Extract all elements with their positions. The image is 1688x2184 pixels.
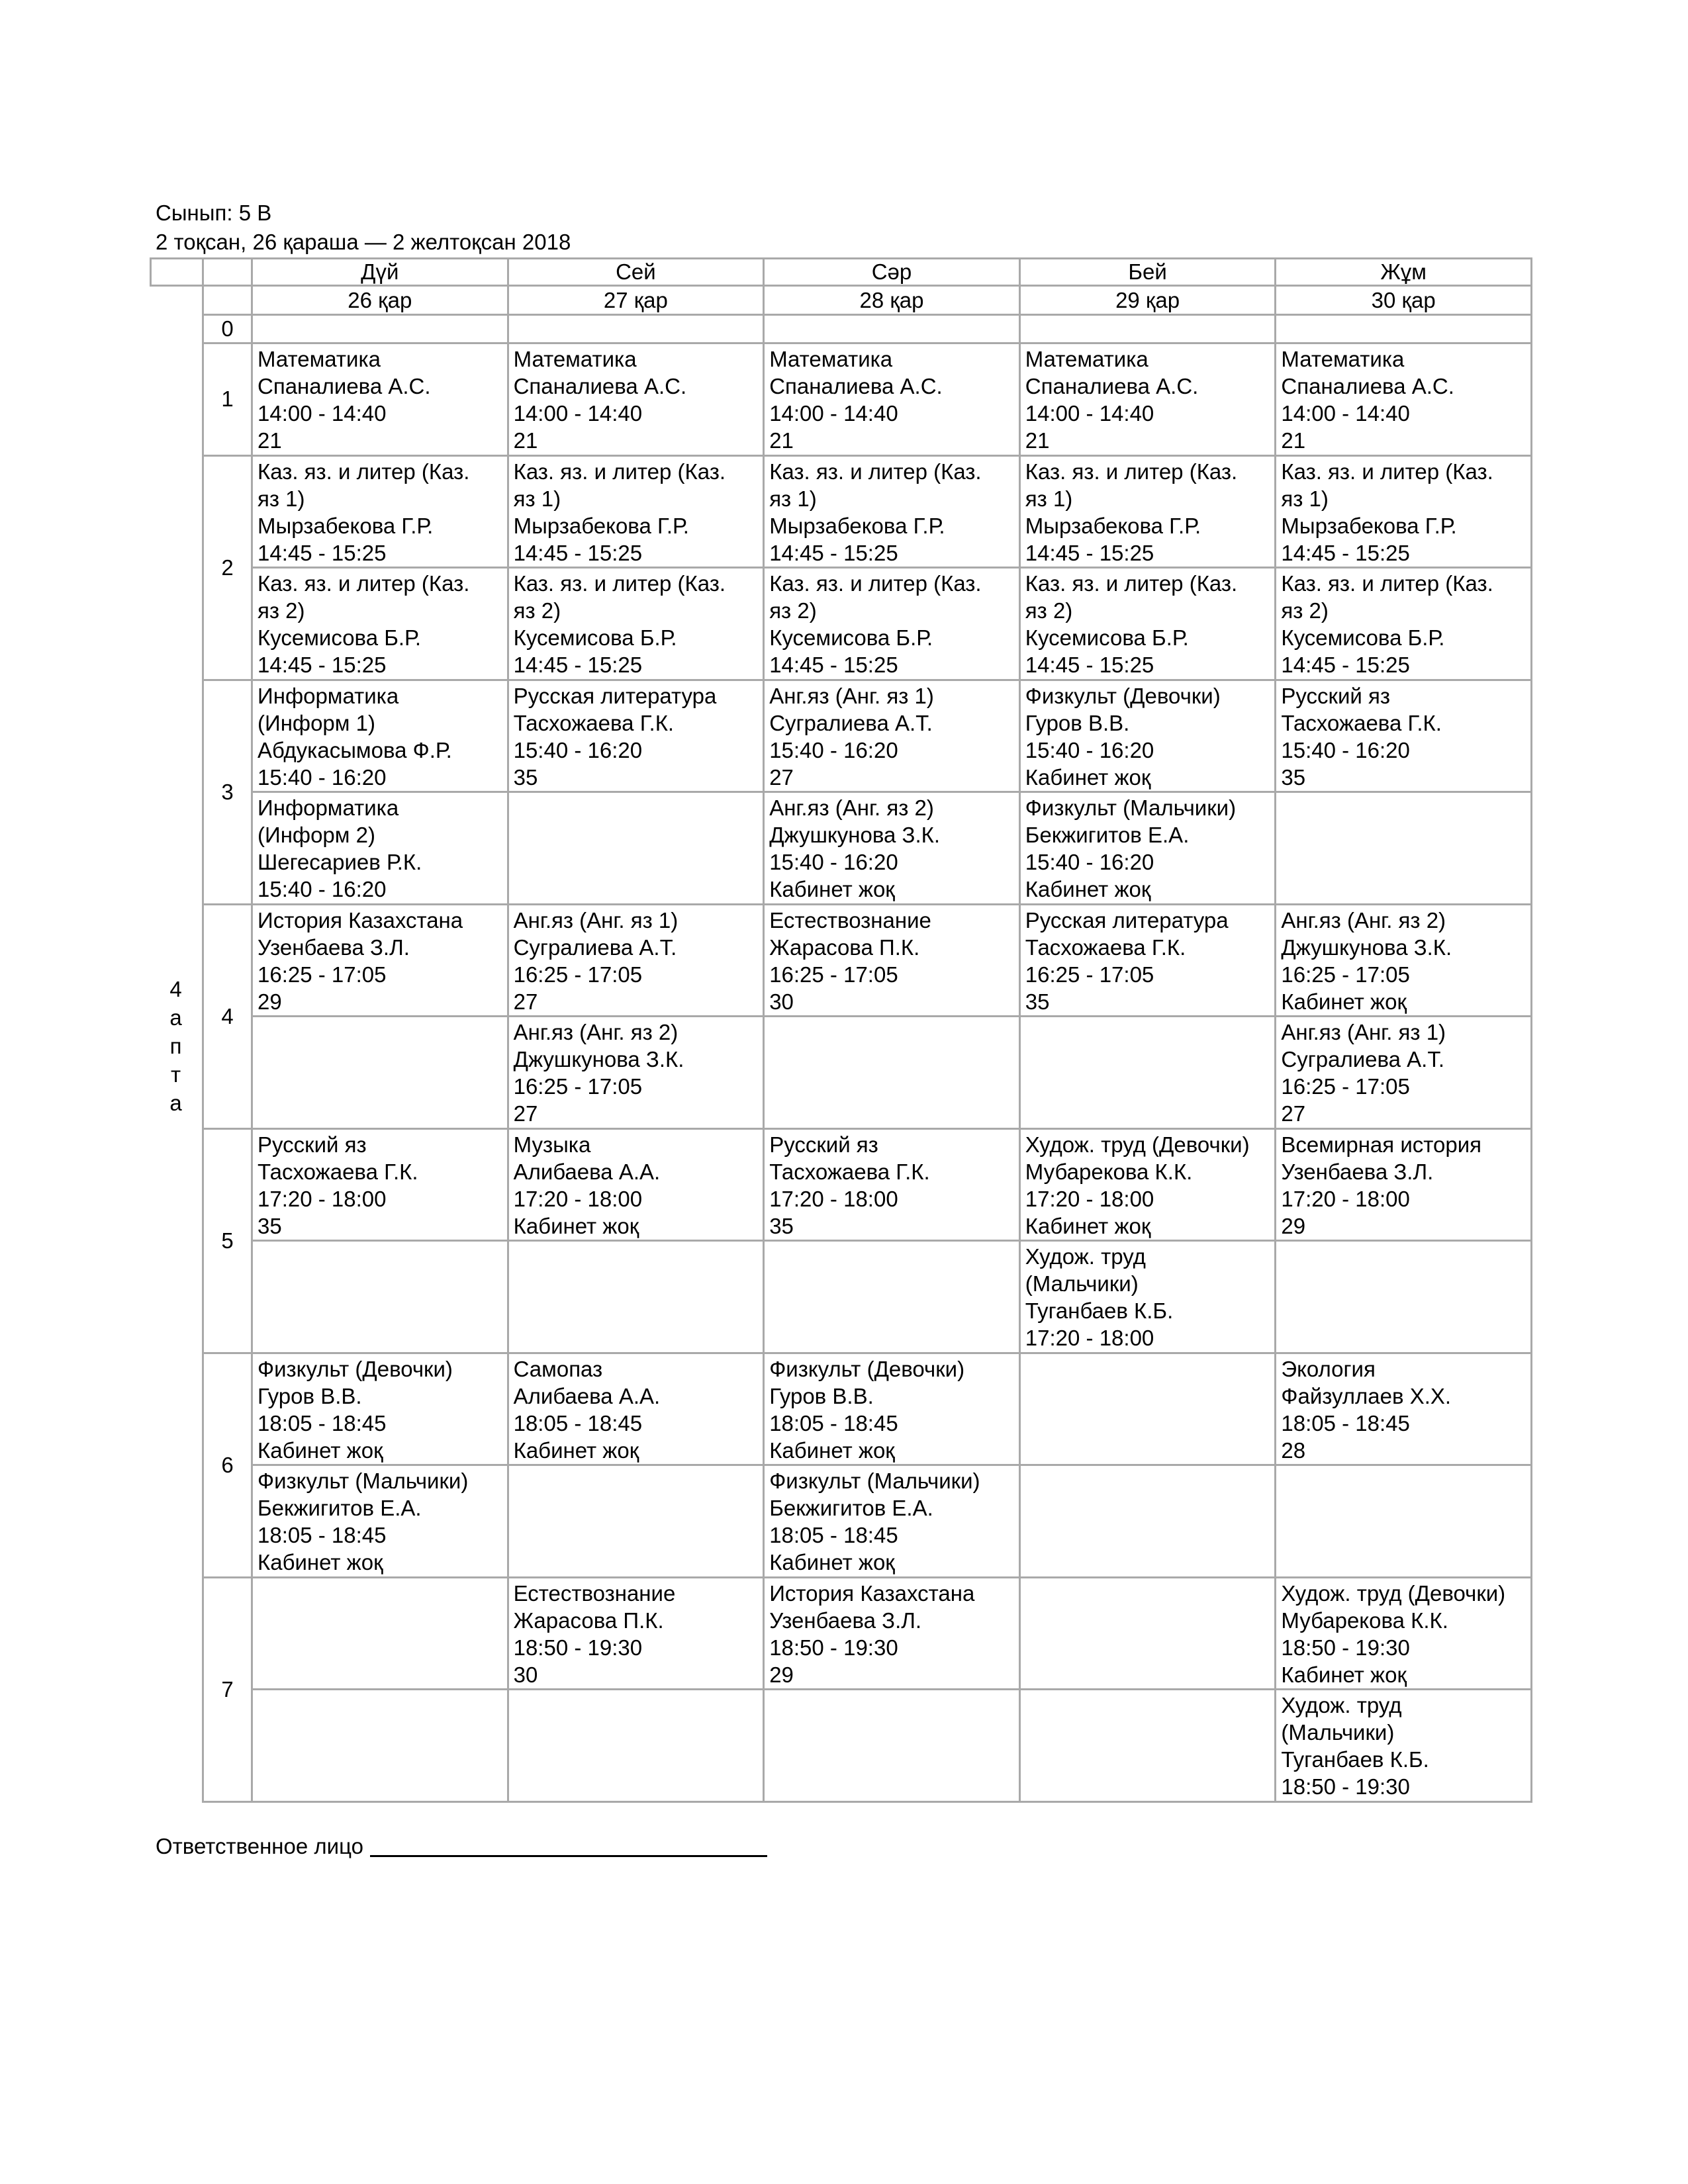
lesson-teacher: Бекжигитов Е.А. bbox=[1025, 823, 1190, 847]
lesson-teacher: Узенбаева З.Л. bbox=[1281, 1159, 1434, 1184]
lesson-room: 29 bbox=[258, 989, 282, 1014]
lesson-cell bbox=[1021, 344, 1277, 457]
empty-cell bbox=[253, 1578, 509, 1691]
lesson-room: 28 bbox=[1281, 1437, 1306, 1463]
lesson-subject: Худож. труд (Мальчики) bbox=[1025, 1244, 1146, 1296]
lesson-subject: Информатика (Информ 2) bbox=[258, 796, 399, 847]
lesson-room: 27 bbox=[513, 989, 538, 1014]
lesson-time: 16:25 - 17:05 bbox=[1281, 1074, 1410, 1099]
lesson-time: 17:20 - 18:00 bbox=[1025, 1186, 1154, 1211]
date-header: 28 қар bbox=[765, 287, 1021, 316]
lesson-cell bbox=[1276, 681, 1532, 794]
lesson-room: Кабинет жоқ bbox=[513, 1437, 639, 1463]
lesson-number: 6 bbox=[202, 1354, 253, 1578]
lesson-teacher: Мырзабекова Г.Р. bbox=[769, 513, 945, 538]
lesson-subject: Физкульт (Мальчики) bbox=[258, 1469, 469, 1493]
lesson-cell bbox=[253, 457, 509, 569]
week-label-column bbox=[150, 316, 202, 1803]
lesson-time: 18:05 - 18:45 bbox=[258, 1410, 387, 1435]
lesson-subject: Математика bbox=[513, 347, 637, 371]
lesson-cell bbox=[765, 1130, 1021, 1242]
lesson-cell bbox=[765, 1354, 1021, 1467]
lesson-cell bbox=[509, 457, 765, 569]
lesson-subject: Каз. яз. и литер (Каз. яз 2) bbox=[513, 571, 726, 623]
lesson-room: Кабинет жоқ bbox=[769, 877, 895, 901]
lesson-teacher: Джушкунова З.К. bbox=[1281, 934, 1452, 960]
lesson-subject: Каз. яз. и литер (Каз. яз 2) bbox=[1281, 571, 1493, 623]
day-header: Бей bbox=[1021, 257, 1277, 287]
lesson-teacher: Узенбаева З.Л. bbox=[769, 1608, 922, 1633]
lesson-teacher: Гуров В.В. bbox=[258, 1383, 362, 1408]
lesson-time: 14:45 - 15:25 bbox=[1025, 540, 1154, 565]
lesson-teacher: Жарасова П.К. bbox=[769, 934, 920, 960]
lesson-teacher: Сугралиева А.Т. bbox=[1281, 1047, 1445, 1071]
lesson-teacher: Спаналиева А.С. bbox=[1281, 374, 1454, 398]
lesson-room: 29 bbox=[1281, 1213, 1306, 1238]
lesson-room: 30 bbox=[769, 989, 794, 1014]
lesson-room: 21 bbox=[258, 428, 282, 453]
lesson-teacher: Кусемисова Б.Р. bbox=[1281, 625, 1445, 650]
day-header: Сәр bbox=[765, 257, 1021, 287]
lesson-teacher: Джушкунова З.К. bbox=[513, 1047, 684, 1071]
lesson-cell bbox=[253, 681, 509, 794]
lesson-teacher: Узенбаева З.Л. bbox=[258, 934, 410, 960]
lesson-teacher: Тасхожаева Г.К. bbox=[258, 1159, 418, 1184]
lesson-subject: Каз. яз. и литер (Каз. яз 1) bbox=[513, 459, 726, 511]
lesson-teacher: Спаналиева А.С. bbox=[769, 374, 943, 398]
lesson-cell bbox=[509, 1354, 765, 1467]
lesson-time: 14:45 - 15:25 bbox=[1025, 653, 1154, 677]
lesson-subject: История Казахстана bbox=[769, 1580, 975, 1606]
lesson-time: 15:40 - 16:20 bbox=[769, 850, 898, 874]
lesson-subject: Математика bbox=[258, 347, 381, 371]
lesson-room: 35 bbox=[769, 1213, 794, 1238]
lesson-room: 21 bbox=[1281, 428, 1306, 453]
lesson-time: 14:45 - 15:25 bbox=[258, 540, 387, 565]
empty-cell bbox=[253, 316, 509, 344]
lesson-cell bbox=[253, 569, 509, 681]
date-header: 29 қар bbox=[1021, 287, 1277, 316]
lesson-room: Кабинет жоқ bbox=[1025, 1213, 1151, 1238]
empty-cell bbox=[509, 1242, 765, 1354]
lesson-time: 15:40 - 16:20 bbox=[769, 737, 898, 762]
lesson-number: 0 bbox=[202, 316, 253, 344]
lesson-cell bbox=[1021, 905, 1277, 1018]
lesson-teacher: Кусемисова Б.Р. bbox=[258, 625, 422, 650]
lesson-cell bbox=[509, 1130, 765, 1242]
lesson-subject: Худож. труд (Мальчики) bbox=[1281, 1693, 1402, 1745]
lesson-cell bbox=[253, 793, 509, 905]
lesson-room: Кабинет жоқ bbox=[769, 1550, 895, 1574]
lesson-subject: Русская литература bbox=[513, 683, 717, 708]
lesson-subject: Каз. яз. и литер (Каз. яз 2) bbox=[258, 571, 470, 623]
empty-cell bbox=[509, 316, 765, 344]
lesson-cell bbox=[765, 457, 1021, 569]
lesson-teacher: Абдукасымова Ф.Р. bbox=[258, 737, 452, 762]
lesson-teacher: Мубарекова К.К. bbox=[1025, 1159, 1193, 1184]
class-label: Сынып: 5 В bbox=[156, 201, 272, 225]
empty-cell bbox=[253, 1017, 509, 1130]
lesson-subject: Худож. труд (Девочки) bbox=[1281, 1580, 1506, 1606]
lesson-number: 4 bbox=[202, 905, 253, 1130]
lesson-time: 17:20 - 18:00 bbox=[1025, 1326, 1154, 1350]
lesson-time: 17:20 - 18:00 bbox=[1281, 1186, 1410, 1211]
lesson-cell bbox=[509, 344, 765, 457]
lesson-time: 16:25 - 17:05 bbox=[1281, 962, 1410, 987]
lesson-cell bbox=[509, 569, 765, 681]
lesson-cell bbox=[1276, 569, 1532, 681]
lesson-subject: Экология bbox=[1281, 1356, 1376, 1381]
week-label: 4 апта bbox=[169, 976, 188, 1115]
lesson-room: Кабинет жоқ bbox=[1025, 764, 1151, 790]
lesson-cell bbox=[509, 1578, 765, 1691]
lesson-subject: Русская литература bbox=[1025, 907, 1229, 933]
lesson-cell bbox=[1276, 1130, 1532, 1242]
lesson-room: Кабинет жоқ bbox=[258, 1437, 383, 1463]
lesson-cell bbox=[765, 793, 1021, 905]
lesson-time: 14:45 - 15:25 bbox=[1281, 540, 1410, 565]
lesson-subject: Анг.яз (Анг. яз 1) bbox=[513, 907, 679, 933]
lesson-time: 15:40 - 16:20 bbox=[1025, 850, 1154, 874]
lesson-subject: Каз. яз. и литер (Каз. яз 1) bbox=[258, 459, 470, 511]
schedule-table bbox=[150, 257, 1532, 1803]
lesson-teacher: Кусемисова Б.Р. bbox=[513, 625, 677, 650]
empty-cell bbox=[765, 316, 1021, 344]
lesson-subject: Русский яз bbox=[1281, 683, 1390, 708]
lesson-time: 18:50 - 19:30 bbox=[1281, 1774, 1410, 1799]
lesson-time: 16:25 - 17:05 bbox=[513, 1074, 643, 1099]
lesson-cell bbox=[765, 905, 1021, 1018]
lesson-time: 18:50 - 19:30 bbox=[1281, 1635, 1410, 1660]
lesson-time: 14:45 - 15:25 bbox=[513, 540, 643, 565]
lesson-teacher: Мырзабекова Г.Р. bbox=[258, 513, 434, 538]
date-header: 27 қар bbox=[509, 287, 765, 316]
lesson-cell bbox=[1276, 1354, 1532, 1467]
lesson-cell bbox=[509, 681, 765, 794]
responsible-person-label: Ответственное лицо bbox=[156, 1834, 363, 1858]
lesson-room: Кабинет жоқ bbox=[769, 1437, 895, 1463]
lesson-cell bbox=[253, 905, 509, 1018]
period-label: 2 тоқсан, 26 қараша — 2 желтоқсан 2018 bbox=[156, 230, 571, 254]
lesson-cell bbox=[509, 1017, 765, 1130]
lesson-room: 35 bbox=[1025, 989, 1050, 1014]
lesson-subject: Физкульт (Девочки) bbox=[769, 1356, 965, 1381]
number-header-cell bbox=[202, 257, 253, 287]
lesson-teacher: Файзуллаев Х.Х. bbox=[1281, 1383, 1452, 1408]
lesson-teacher: Гуров В.В. bbox=[769, 1383, 874, 1408]
empty-cell bbox=[509, 1466, 765, 1578]
lesson-time: 15:40 - 16:20 bbox=[258, 877, 387, 901]
lesson-teacher: Мырзабекова Г.Р. bbox=[1281, 513, 1457, 538]
empty-cell bbox=[1021, 1017, 1277, 1130]
lesson-room: 21 bbox=[513, 428, 538, 453]
lesson-time: 15:40 - 16:20 bbox=[513, 737, 643, 762]
lesson-room: 35 bbox=[258, 1213, 282, 1238]
date-header: 26 қар bbox=[253, 287, 509, 316]
lesson-subject: Анг.яз (Анг. яз 1) bbox=[1281, 1020, 1446, 1044]
lesson-teacher: Кусемисова Б.Р. bbox=[769, 625, 933, 650]
lesson-time: 14:45 - 15:25 bbox=[769, 540, 898, 565]
lesson-cell bbox=[1021, 457, 1277, 569]
lesson-room: 35 bbox=[1281, 764, 1306, 790]
lesson-room: 27 bbox=[513, 1101, 538, 1126]
lesson-teacher: Спаналиева А.С. bbox=[513, 374, 687, 398]
lesson-number: 3 bbox=[202, 681, 253, 905]
lesson-room: Кабинет жоқ bbox=[1025, 877, 1151, 901]
lesson-teacher: Тасхожаева Г.К. bbox=[769, 1159, 930, 1184]
lesson-cell bbox=[1276, 1690, 1532, 1803]
lesson-cell bbox=[1021, 1242, 1277, 1354]
lesson-time: 16:25 - 17:05 bbox=[1025, 962, 1154, 987]
lesson-subject: Информатика (Информ 1) bbox=[258, 683, 399, 735]
lesson-room: Кабинет жоқ bbox=[1281, 1662, 1407, 1687]
lesson-room: Кабинет жоқ bbox=[1281, 989, 1407, 1014]
lesson-subject: Каз. яз. и литер (Каз. яз 2) bbox=[769, 571, 982, 623]
lesson-cell bbox=[1276, 905, 1532, 1018]
empty-cell bbox=[509, 793, 765, 905]
lesson-time: 18:50 - 19:30 bbox=[769, 1635, 898, 1660]
lesson-time: 14:45 - 15:25 bbox=[258, 653, 387, 677]
lesson-subject: Анг.яз (Анг. яз 1) bbox=[769, 683, 934, 708]
lesson-subject: Физкульт (Девочки) bbox=[1025, 683, 1221, 708]
footer bbox=[156, 1832, 767, 1861]
lesson-subject: Русский яз bbox=[258, 1132, 367, 1157]
lesson-teacher: Спаналиева А.С. bbox=[258, 374, 431, 398]
empty-cell bbox=[1021, 1690, 1277, 1803]
lesson-time: 14:45 - 15:25 bbox=[1281, 653, 1410, 677]
lesson-subject: Анг.яз (Анг. яз 2) bbox=[1281, 907, 1446, 933]
lesson-time: 17:20 - 18:00 bbox=[513, 1186, 643, 1211]
empty-cell bbox=[509, 1690, 765, 1803]
empty-cell bbox=[1276, 1466, 1532, 1578]
lesson-time: 18:05 - 18:45 bbox=[769, 1523, 898, 1547]
lesson-teacher: Спаналиева А.С. bbox=[1025, 374, 1199, 398]
lesson-time: 14:45 - 15:25 bbox=[513, 653, 643, 677]
lesson-time: 18:05 - 18:45 bbox=[258, 1523, 387, 1547]
lesson-time: 18:05 - 18:45 bbox=[1281, 1410, 1410, 1435]
lesson-subject: История Казахстана bbox=[258, 907, 463, 933]
lesson-teacher: Бекжигитов Е.А. bbox=[258, 1496, 422, 1520]
empty-cell bbox=[253, 1242, 509, 1354]
lesson-teacher: Сугралиева А.Т. bbox=[769, 710, 933, 735]
lesson-cell bbox=[765, 569, 1021, 681]
lesson-room: 27 bbox=[769, 764, 794, 790]
lesson-time: 16:25 - 17:05 bbox=[513, 962, 643, 987]
lesson-teacher: Гуров В.В. bbox=[1025, 710, 1130, 735]
empty-cell bbox=[1021, 1354, 1277, 1467]
lesson-time: 14:00 - 14:40 bbox=[769, 401, 898, 426]
lesson-cell bbox=[765, 681, 1021, 794]
lesson-teacher: Мырзабекова Г.Р. bbox=[1025, 513, 1201, 538]
lesson-time: 18:05 - 18:45 bbox=[769, 1410, 898, 1435]
lesson-number: 7 bbox=[202, 1578, 253, 1803]
lesson-subject: Каз. яз. и литер (Каз. яз 1) bbox=[1281, 459, 1493, 511]
lesson-subject: Естествознание bbox=[513, 1580, 676, 1606]
lesson-time: 15:40 - 16:20 bbox=[1025, 737, 1154, 762]
lesson-teacher: Туганбаев К.Б. bbox=[1025, 1298, 1174, 1323]
lesson-subject: Музыка bbox=[513, 1132, 591, 1157]
lesson-subject: Физкульт (Мальчики) bbox=[1025, 796, 1237, 820]
day-header: Жұм bbox=[1276, 257, 1532, 287]
lesson-cell bbox=[765, 1578, 1021, 1691]
lesson-teacher: Шегесариев Р.К. bbox=[258, 850, 422, 874]
lesson-time: 14:00 - 14:40 bbox=[258, 401, 387, 426]
lesson-subject: Математика bbox=[1025, 347, 1149, 371]
date-header: 30 қар bbox=[1276, 287, 1532, 316]
lesson-time: 18:05 - 18:45 bbox=[513, 1410, 643, 1435]
empty-cell bbox=[1276, 316, 1532, 344]
lesson-cell bbox=[1276, 344, 1532, 457]
lesson-subject: Самопаз bbox=[513, 1356, 603, 1381]
lesson-room: 27 bbox=[1281, 1101, 1306, 1126]
lesson-cell bbox=[1021, 569, 1277, 681]
lesson-cell bbox=[253, 1130, 509, 1242]
lesson-teacher: Бекжигитов Е.А. bbox=[769, 1496, 933, 1520]
lesson-time: 14:45 - 15:25 bbox=[769, 653, 898, 677]
lesson-subject: Математика bbox=[1281, 347, 1405, 371]
empty-cell bbox=[765, 1690, 1021, 1803]
lesson-teacher: Мырзабекова Г.Р. bbox=[513, 513, 689, 538]
lesson-cell bbox=[1276, 457, 1532, 569]
empty-cell bbox=[1021, 1466, 1277, 1578]
lesson-subject: Естествознание bbox=[769, 907, 931, 933]
lesson-subject: Анг.яз (Анг. яз 2) bbox=[513, 1020, 679, 1044]
empty-cell bbox=[1021, 316, 1277, 344]
lesson-cell bbox=[253, 1354, 509, 1467]
lesson-cell bbox=[253, 344, 509, 457]
lesson-cell bbox=[253, 1466, 509, 1578]
lesson-cell bbox=[765, 1466, 1021, 1578]
lesson-room: 21 bbox=[1025, 428, 1050, 453]
lesson-subject: Каз. яз. и литер (Каз. яз 1) bbox=[769, 459, 982, 511]
empty-cell bbox=[765, 1017, 1021, 1130]
lesson-time: 14:00 - 14:40 bbox=[1281, 401, 1410, 426]
lesson-room: Кабинет жоқ bbox=[513, 1213, 639, 1238]
lesson-teacher: Алибаева А.А. bbox=[513, 1383, 661, 1408]
lesson-subject: Математика bbox=[769, 347, 893, 371]
lesson-subject: Анг.яз (Анг. яз 2) bbox=[769, 796, 934, 820]
lesson-time: 14:00 - 14:40 bbox=[513, 401, 643, 426]
lesson-teacher: Жарасова П.К. bbox=[513, 1608, 664, 1633]
lesson-cell bbox=[1021, 681, 1277, 794]
lesson-teacher: Туганбаев К.Б. bbox=[1281, 1747, 1429, 1772]
lesson-time: 18:50 - 19:30 bbox=[513, 1635, 643, 1660]
lesson-subject: Худож. труд (Девочки) bbox=[1025, 1132, 1250, 1157]
lesson-cell bbox=[1021, 1130, 1277, 1242]
lesson-teacher: Сугралиева А.Т. bbox=[513, 934, 677, 960]
lesson-time: 16:25 - 17:05 bbox=[769, 962, 898, 987]
lesson-time: 15:40 - 16:20 bbox=[258, 764, 387, 790]
day-header: Сей bbox=[509, 257, 765, 287]
lesson-subject: Русский яз bbox=[769, 1132, 878, 1157]
lesson-room: 21 bbox=[769, 428, 794, 453]
lesson-subject: Каз. яз. и литер (Каз. яз 2) bbox=[1025, 571, 1238, 623]
lesson-cell bbox=[765, 344, 1021, 457]
empty-cell bbox=[765, 1242, 1021, 1354]
lesson-number: 1 bbox=[202, 344, 253, 457]
lesson-subject: Всемирная история bbox=[1281, 1132, 1482, 1157]
empty-cell bbox=[1021, 1578, 1277, 1691]
lesson-subject: Каз. яз. и литер (Каз. яз 1) bbox=[1025, 459, 1238, 511]
lesson-time: 14:00 - 14:40 bbox=[1025, 401, 1154, 426]
lesson-time: 16:25 - 17:05 bbox=[258, 962, 387, 987]
empty-cell bbox=[253, 1690, 509, 1803]
lesson-time: 17:20 - 18:00 bbox=[258, 1186, 387, 1211]
empty-cell bbox=[1276, 1242, 1532, 1354]
lesson-cell bbox=[1276, 1017, 1532, 1130]
lesson-teacher: Тасхожаева Г.К. bbox=[1281, 710, 1442, 735]
lesson-room: 29 bbox=[769, 1662, 794, 1687]
lesson-time: 17:20 - 18:00 bbox=[769, 1186, 898, 1211]
signature-line bbox=[370, 1835, 767, 1857]
day-header: Дүй bbox=[253, 257, 509, 287]
lesson-teacher: Алибаева А.А. bbox=[513, 1159, 661, 1184]
lesson-teacher: Мубарекова К.К. bbox=[1281, 1608, 1448, 1633]
empty-cell bbox=[1276, 793, 1532, 905]
lesson-cell bbox=[509, 905, 765, 1018]
week-header-cell bbox=[150, 257, 202, 287]
lesson-subject: Физкульт (Мальчики) bbox=[769, 1469, 980, 1493]
lesson-teacher: Тасхожаева Г.К. bbox=[513, 710, 675, 735]
lesson-room: 35 bbox=[513, 764, 538, 790]
lesson-teacher: Кусемисова Б.Р. bbox=[1025, 625, 1189, 650]
lesson-number: 2 bbox=[202, 457, 253, 681]
lesson-time: 15:40 - 16:20 bbox=[1281, 737, 1410, 762]
lesson-cell bbox=[1276, 1578, 1532, 1691]
lesson-subject: Физкульт (Девочки) bbox=[258, 1356, 453, 1381]
lesson-room: Кабинет жоқ bbox=[258, 1550, 383, 1574]
lesson-room: 30 bbox=[513, 1662, 538, 1687]
lesson-teacher: Тасхожаева Г.К. bbox=[1025, 934, 1186, 960]
lesson-number: 5 bbox=[202, 1130, 253, 1354]
lesson-teacher: Джушкунова З.К. bbox=[769, 823, 941, 847]
number-header-cell bbox=[202, 287, 253, 316]
lesson-cell bbox=[1021, 793, 1277, 905]
